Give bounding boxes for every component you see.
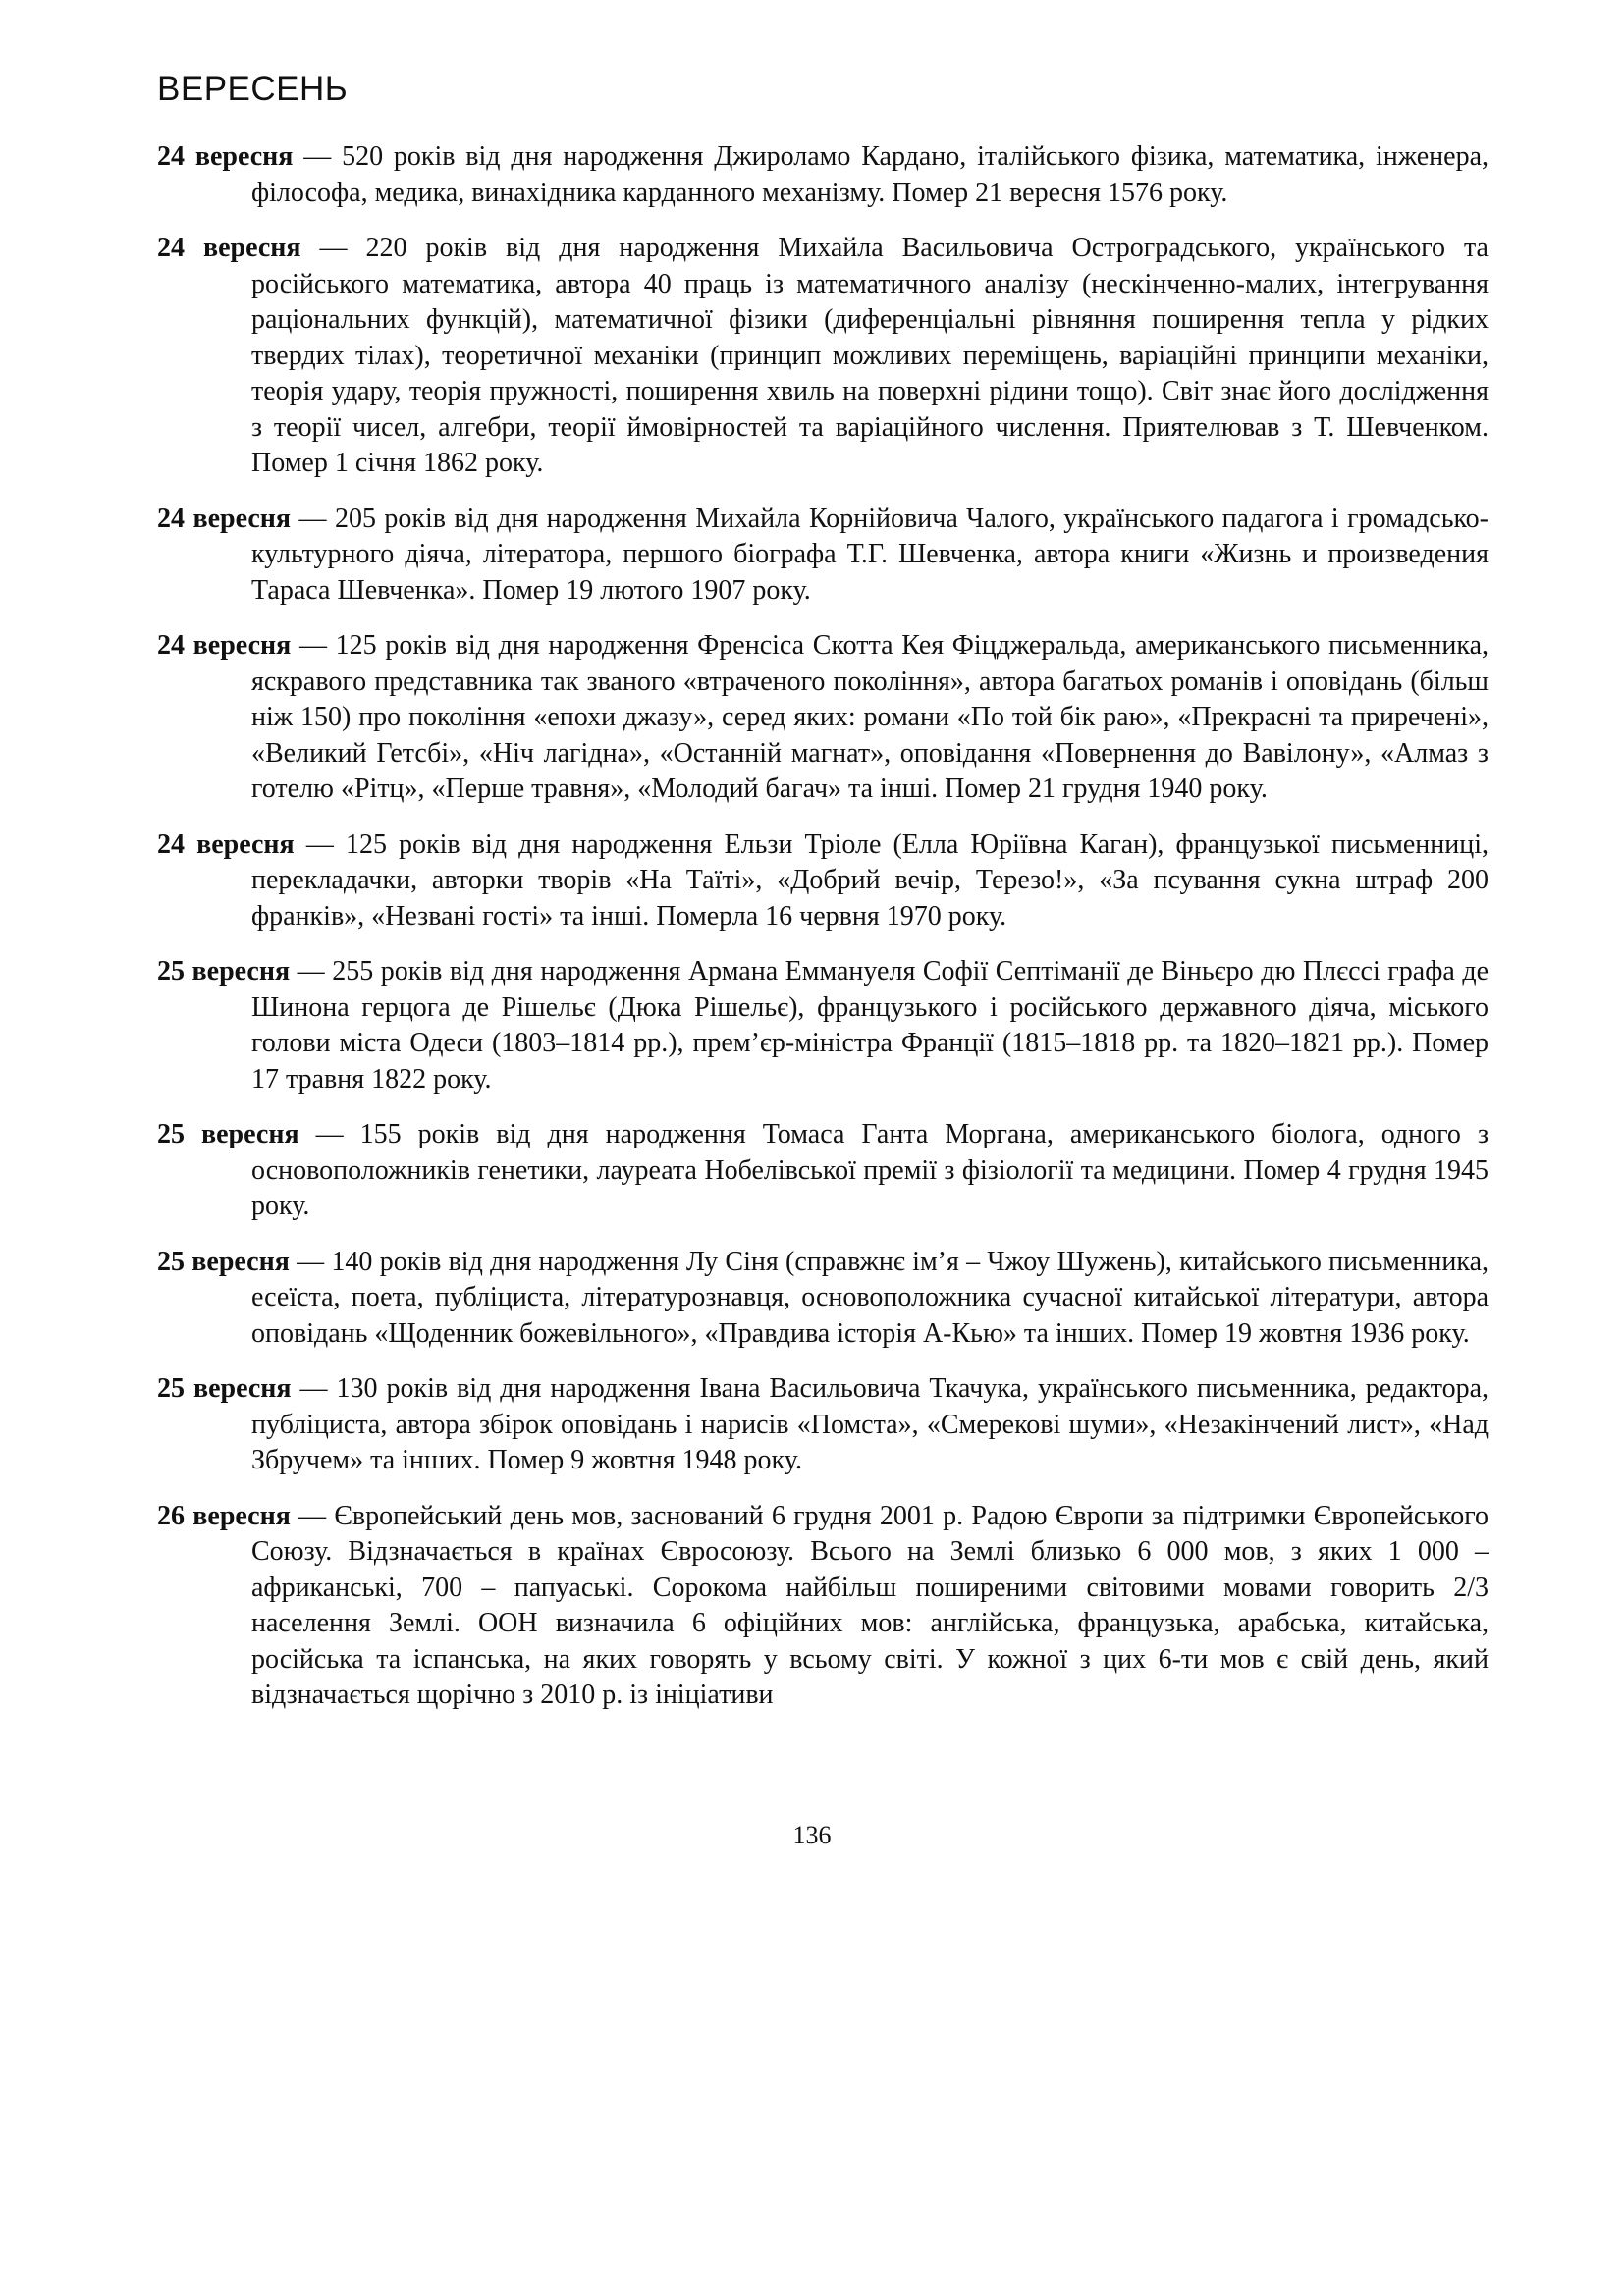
entry-text: 155 років від дня народження Томаса Ганта Моргана, американського біолога, одного з основоположників генетики, лауреата Нобелівської премії з фізіології та медицини. Помер 4 грудня 1945 року. <box>251 1119 1489 1221</box>
entry-dash: — <box>291 1373 337 1404</box>
entry-dash: — <box>289 1246 332 1277</box>
entry-date: 24 вересня <box>157 233 301 263</box>
entry-dash: — <box>300 233 366 263</box>
calendar-entry <box>157 1371 1489 1479</box>
entry-text: 220 років від дня народження Михайла Васильовича Остроградського, українського та російського математика, автора 40 праць із математичного аналізу (нескінченно-малих, інтегрування раціональних функцій), математичної фізики (диференціальні рівняння поширення тепла у рідких твердих тілах), теоретичної механіки (принцип можливих переміщень, варіаційні принципи механіки, теорія удару, теорія пружності, поширення хвиль на поверхні рідини тощо). Світ знає його дослідження з теорії чисел, алгебри, теорії ймовірностей та варіаційного числення. Приятелював з Т. Шевченком. Помер 1 січня 1862 року. <box>251 233 1489 478</box>
calendar-entry <box>157 1117 1489 1225</box>
entry-text: 255 років від дня народження Армана Еммануеля Софії Септіманії де Віньєро дю Плєссі графа де Шинона герцога де Рішельє (Дюка Рішельє), французького і російського державного діяча, міського голови міста Одеси (1803–1814 рр.), прем’єр-міністра Франції (1815–1818 рр. та 1820–1821 рр.). Помер 17 травня 1822 року. <box>251 956 1489 1095</box>
entry-text: 125 років від дня народження Ельзи Тріоле (Елла Юріївна Каган), французької письменниці, перекладачки, авторки творів «На Таїті», «Добрий вечір, Терезо!», «За псування сукна штраф 200 франків», «Незвані гості» та інші. Померла 16 червня 1970 року. <box>251 828 1489 932</box>
page-number: 136 <box>792 1821 832 1849</box>
document-page <box>157 69 1489 1734</box>
entry-text: 130 років від дня народження Івана Васильовича Ткачука, українського письменника, редактора, публіциста, автора збірок оповідань і нарисів «Помста», «Смерекові шуми», «Незакінчений лист», «Над Збручем» та інших. Помер 9 жовтня 1948 року. <box>251 1373 1489 1475</box>
calendar-entry <box>157 1245 1489 1353</box>
entry-dash: — <box>293 141 343 172</box>
entry-date: 25 вересня <box>157 1246 290 1277</box>
entry-text: 205 років від дня народження Михайла Корнійовича Чалого, українського падагога і громадсько-культурного діяча, літератора, першого біографа Т.Г. Шевченка, автора книги «Жизнь и произведения Тараса Шевченка». Помер 19 лютого 1907 року. <box>251 503 1489 606</box>
calendar-entry <box>157 139 1489 211</box>
entry-dash: — <box>291 630 336 661</box>
entry-dash: — <box>290 1500 335 1531</box>
entry-dash: — <box>291 503 335 534</box>
entry-date: 24 вересня <box>157 141 294 172</box>
entry-date: 24 вересня <box>157 630 292 661</box>
calendar-entry <box>157 828 1489 935</box>
entry-text: 140 років від дня народження Лу Сіня (справжнє ім’я – Чжоу Шужень), китайського письменника, есеїста, поета, публіциста, літературознавця, основоположника сучасної китайської літератури, автора оповідань «Щоденник божевільного», «Правдива історія А-Кью» та інших. Помер 19 жовтня 1936 року. <box>251 1246 1489 1349</box>
entry-dash: — <box>298 1119 360 1149</box>
entry-text: 125 років від дня народження Френсіса Скотта Кея Фіцджеральда, американського письменника, яскравого представника так званого «втраченого покоління», автора багатьох романів і оповідань (більш ніж 150) про покоління «епохи джазу», серед яких: романи «По той бік раю», «Прекрасні та приречені», «Великий Гетсбі», «Ніч лагідна», «Останній магнат», оповідання «Повернення до Вавілону», «Алмаз з готелю «Рітц», «Перше травня», «Молодий багач» та інші. Помер 21 грудня 1940 року. <box>251 630 1489 804</box>
entry-dash: — <box>290 956 333 987</box>
calendar-entry <box>157 231 1489 482</box>
entry-date: 26 вересня <box>157 1500 291 1531</box>
entry-text: 520 років від дня народження Джироламо Кардано, італійського фізика, математика, інженера, філософа, медика, винахідника карданного механізму. Помер 21 вересня 1576 року. <box>251 141 1489 208</box>
entry-date: 25 вересня <box>157 1119 299 1149</box>
calendar-entry <box>157 502 1489 610</box>
calendar-entry <box>157 954 1489 1097</box>
entry-date: 25 вересня <box>157 1373 292 1404</box>
entry-date: 24 вересня <box>157 503 292 534</box>
calendar-entry <box>157 628 1489 808</box>
entry-date: 24 вересня <box>157 828 295 860</box>
entry-text: Європейський день мов, заснований 6 грудня 2001 р. Радою Європи за підтримки Європейського Союзу. Відзначається в країнах Євросоюзу. Всього на Землі близько 6 000 мов, з яких 1 000 – африканські, 700 – папуаські. Сорокома найбільш поширеними світовими мовами говорить 2/3 населення Землі. ООН визначила 6 офіційних мов: англійська, французька, арабська, китайська, російська та іспанська, на яких говорять у всьому світі. У кожної з цих 6-ти мов є свій день, який відзначається щорічно з 2010 р. із ініціативи <box>251 1500 1489 1710</box>
month-heading: ВЕРЕСЕНЬ <box>157 70 349 108</box>
entries-list <box>157 139 1489 1714</box>
entry-dash: — <box>294 828 346 860</box>
entry-date: 25 вересня <box>157 956 291 987</box>
calendar-entry <box>157 1499 1489 1714</box>
